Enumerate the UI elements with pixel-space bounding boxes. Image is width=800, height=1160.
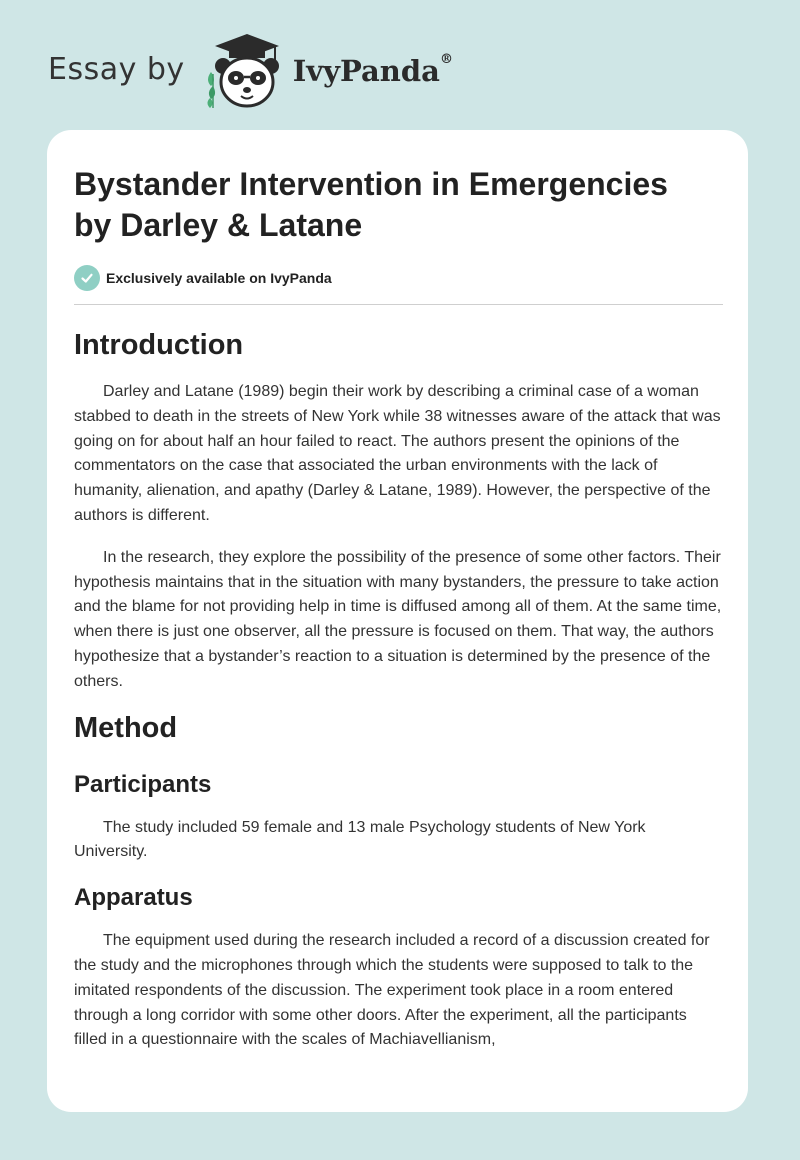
apparatus-paragraph: The equipment used during the research included a record of a discussion created for the study and the microphones through which the students were supposed to talk to the imitated respondents of the discussion. The experiment took place in a room entered through a long corridor with some other doors. After the experiment, all the participants filled in a questionnaire with the scales of Machiavellianism,: [74, 932, 710, 1049]
exclusive-badge: [74, 264, 722, 292]
panda-graduate-icon: [201, 30, 289, 110]
title-line-1: Bystander Intervention in Emergencies: [74, 166, 668, 202]
exclusive-text: Exclusively available on IvyPanda: [106, 270, 332, 286]
registered-mark: ®: [439, 52, 453, 67]
ivypanda-logo[interactable]: [201, 30, 453, 110]
intro-paragraph-2: In the research, they explore the possibility of the presence of some other factors. Their hypothesis maintains that in the situation with many bystanders, the pressure to take action and the blame for not providing help in time is diffused among all of them. At the same time, when there is just one observer, all the pressure is focused on them. That way, the authors hypothesize that a bystander’s reaction to a situation is determined by the presence of the others.: [74, 548, 722, 690]
title-line-2: by Darley & Latane: [74, 207, 363, 243]
participants-paragraph: The study included 59 female and 13 male Psychology students of New York University.: [74, 818, 646, 861]
page-title: [74, 164, 722, 246]
method-heading: Method: [74, 711, 178, 744]
essay-by-label: Essay by: [48, 51, 185, 87]
apparatus-heading: Apparatus: [74, 884, 193, 912]
introduction-heading: Introduction: [74, 329, 244, 361]
article-card: [47, 130, 748, 1112]
brand-name: IvyPanda®: [292, 52, 453, 88]
divider: [74, 304, 723, 305]
participants-heading: Participants: [74, 770, 212, 798]
intro-paragraph-1: Darley and Latane (1989) begin their work by describing a criminal case of a woman stabbed to death in the streets of New York while 38 witnesses aware of the attack that was going on for about half an hour failed to react. The authors present the opinions of the commentators on the case that associated the urban environments with the lack of humanity, alienation, and apathy (Darley & Latane, 1989). However, the perspective of the authors is different.: [74, 383, 721, 524]
check-icon: [74, 265, 100, 291]
site-header: [48, 30, 453, 110]
